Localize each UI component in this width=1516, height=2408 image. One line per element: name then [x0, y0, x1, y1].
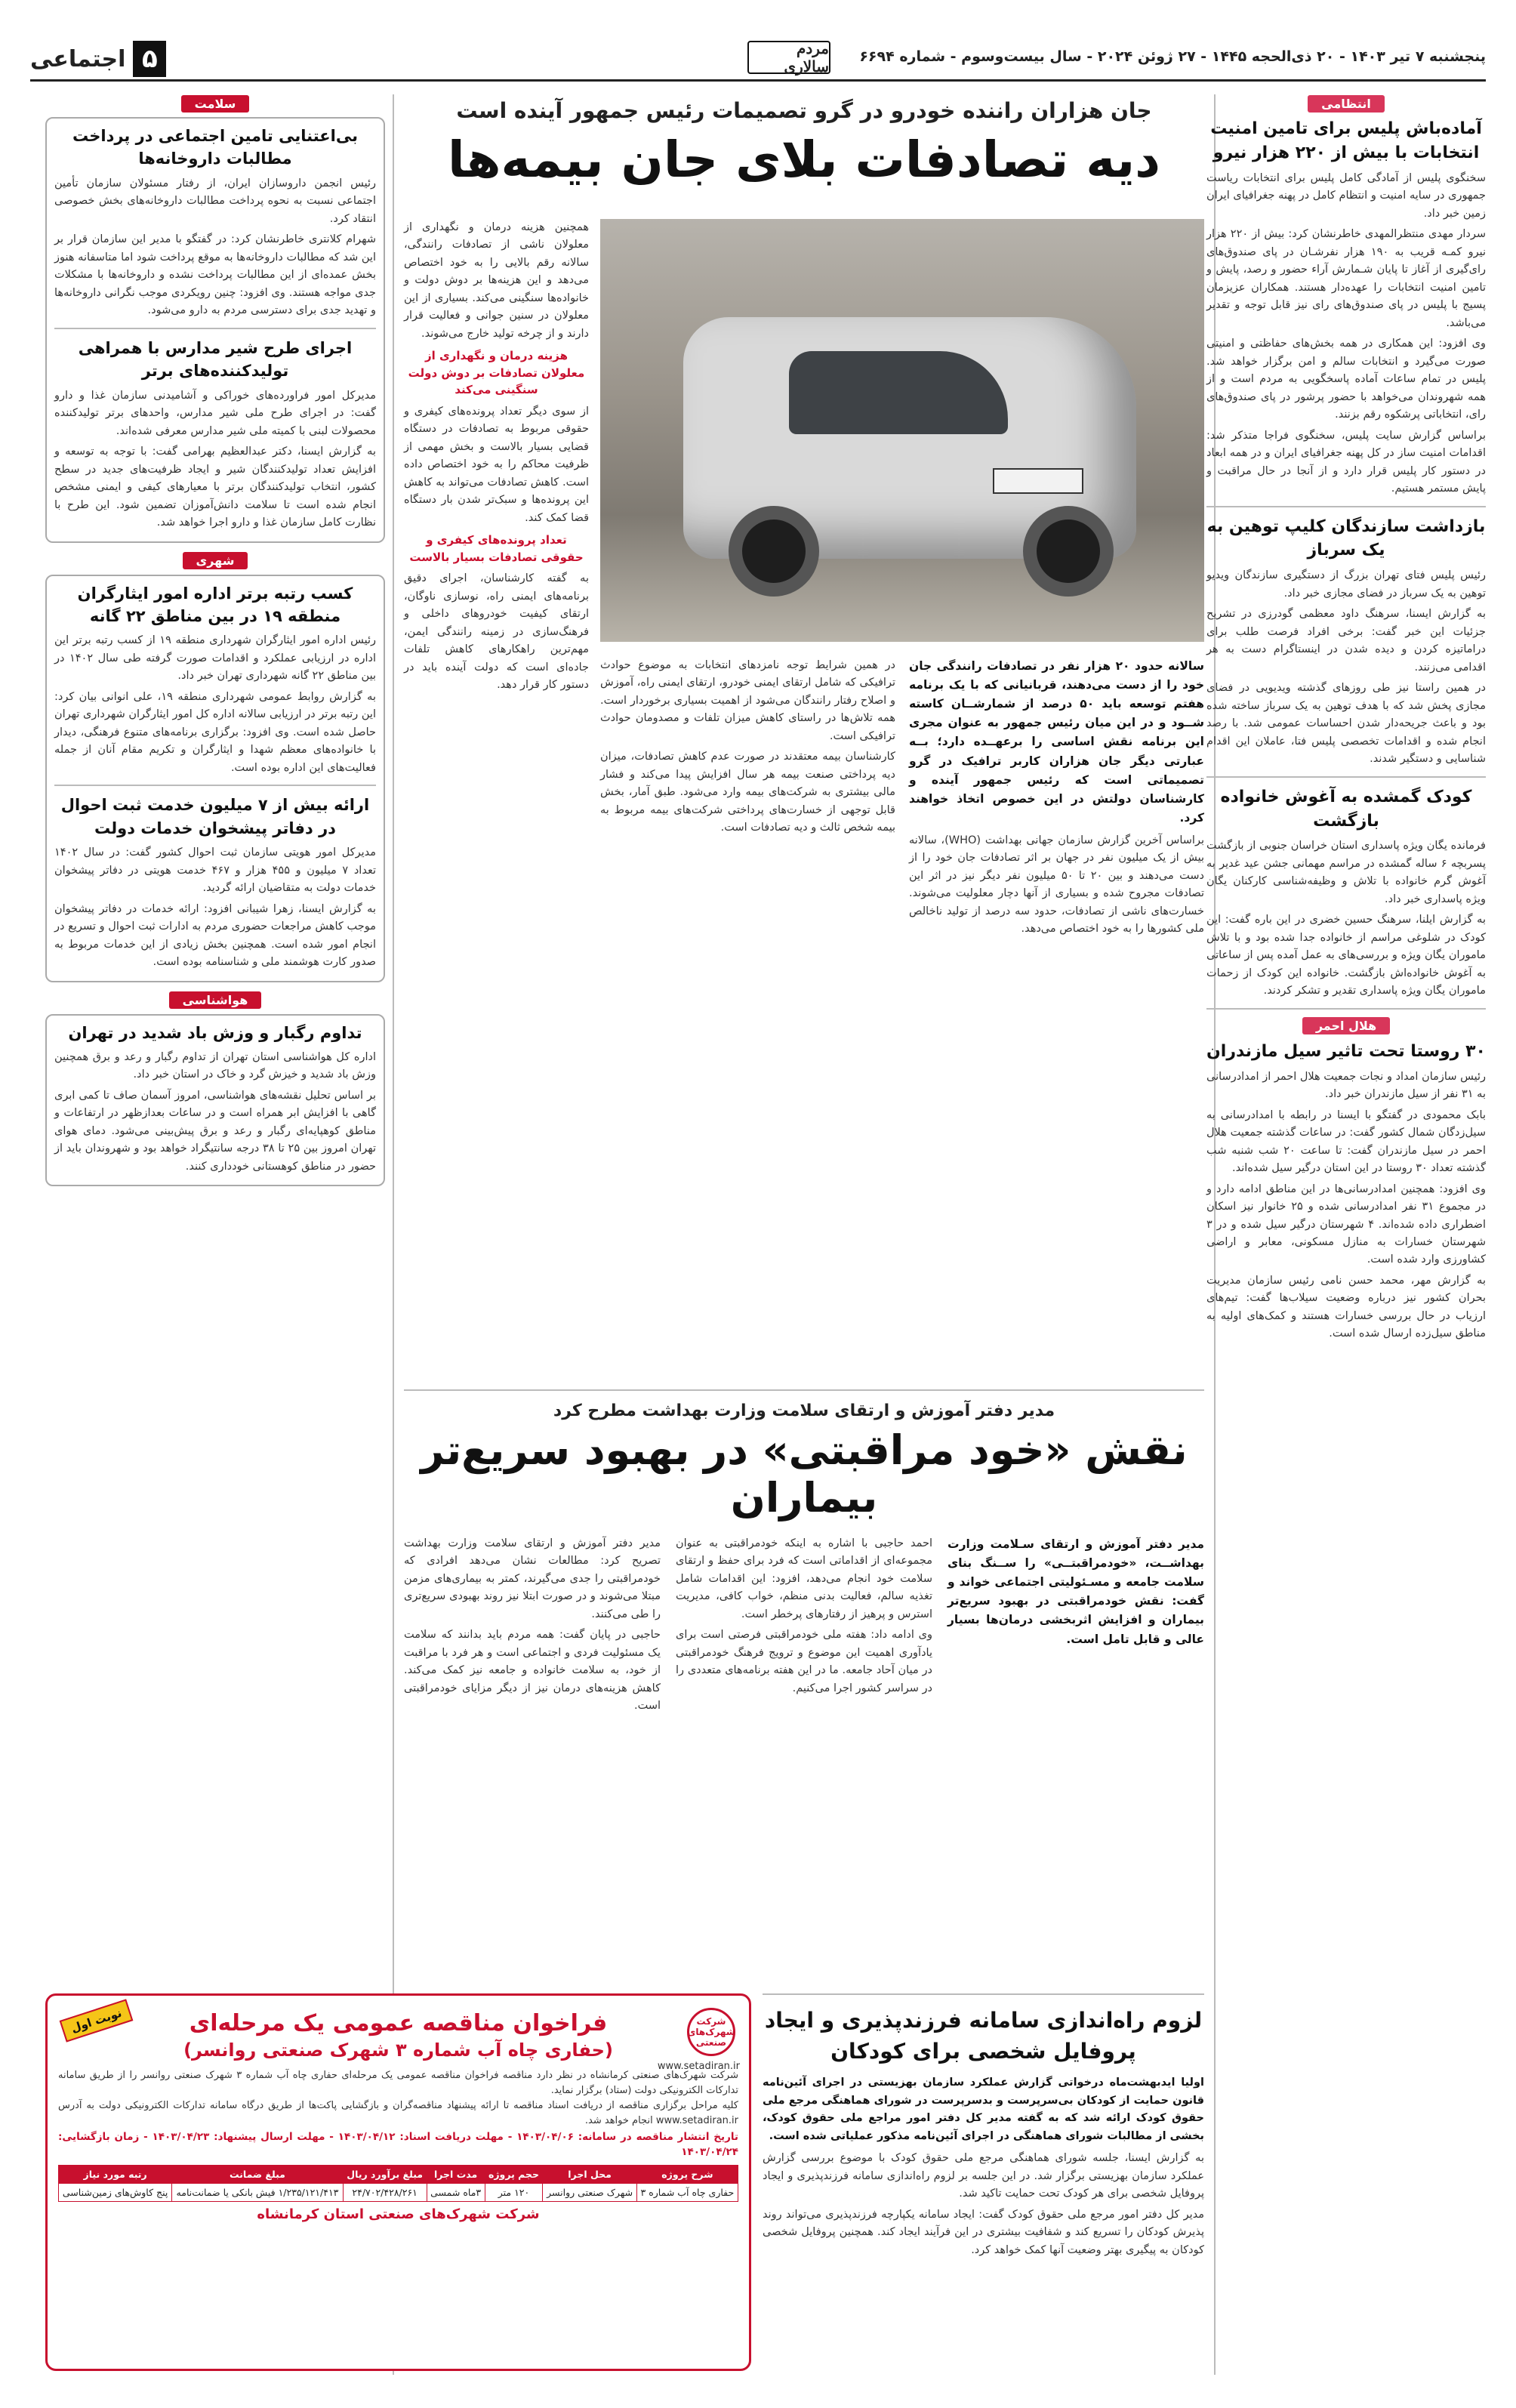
- story-title: اجرای طرح شیر مدارس با همراهی تولیدکننده‌های برتر: [78, 338, 353, 381]
- text-column: [600, 657, 895, 1374]
- story-title: بازداشت سازندگان کلیپ توهین به یک سرباز: [1206, 516, 1486, 560]
- paragraph: رئیس اداره امور ایثارگران شهرداری منطقه ۱۹ از کسب رتبه برتر این اداره در ارزیابی عملکرد و اقدامات صورت گرفته طی سال ۱۴۰۲ در بین مناطق ۲۲ گانه شهرداری تهران خبر داد.: [54, 634, 376, 683]
- crashed-car-photo: [600, 219, 1204, 642]
- paragraph: رئیس سازمان امداد و نجات جمعیت هلال احمر از امدادرسانی به ۳۱ نفر از سیل مازندران خبر داد.: [1206, 1070, 1486, 1101]
- table-header: حجم پروژه: [485, 2166, 543, 2184]
- table-cell: شهرک صنعتی روانسر: [543, 2184, 636, 2202]
- section-label: هلال احمر: [1302, 1017, 1390, 1034]
- table-cell: ۱/۲۳۵/۱۲۱/۴۱۳ فیش بانکی یا ضمانت‌نامه: [172, 2184, 343, 2202]
- paragraph: به گزارش ایسنا، زهرا شیبانی افزود: ارائه خدمات در دفاتر پیشخوان موجب کاهش مراجعات حضوری مردم به ادارات ثبت احوال و تسریع در انجام امور شده است. همچنین بخش زیادی از این خدمات مربوط به صدور کارت هوشمند ملی و شناسنامه بوده است.: [54, 902, 376, 969]
- paragraph: به گفته کارشناسان، اجرای دقیق برنامه‌های ایمنی راه، نوسازی ناوگان، ارتقای کیفیت خودروهای داخلی و فرهنگ‌سازی در زمینه رانندگی ایمن، مهم‌ترین راهکارهای کاهش تلفات جاده‌ای است که دولت آینده باید در دستور کار قرار دهد.: [404, 572, 589, 692]
- paragraph: وی افزود: این همکاری در همه بخش‌های حفاظتی و امنیتی صورت می‌گیرد و انتخابات سالم و امن برگزار خواهد شد. پلیس در تمام ساعات آماده پاسخگویی به مردم است و از همه شهروندان می‌خواهد با حضور پرشور در پای صندوق‌های رای، انتخاباتی پرشکوه رقم بزنند.: [1206, 338, 1486, 421]
- feature-headline: نقش «خود مراقبتی» در بهبود سریع‌تر بیماران: [421, 1426, 1188, 1522]
- story-body: [54, 844, 376, 971]
- paragraph: به گزارش ایسنا، دکتر عبدالعظیم بهرامی گفت: با توجه به توسعه و افزایش تعداد تولیدکنندگان شیر و ایجاد ظرفیت‌های جدید در سطح کشور، انتخاب تولیدکنندگان برتر با معیارهای کیفی و ایمنی مشخص انجام شده است تا سلامت دانش‌آموزان تضمین شود. این طرح با نظارت کامل سازمان غذا و دارو اجرا خواهد شد.: [54, 446, 376, 529]
- tender-title: فراخوان مناقصه عمومی یک مرحله‌ای: [189, 2010, 608, 2036]
- industrial-towns-logo: شرکت شهرک‌های صنعتی: [687, 2008, 735, 2056]
- paragraph: براساس آخرین گزارش سازمان جهانی بهداشت (WHO)، سالانه بیش از یک میلیون نفر در جهان بر اثر تصادفات جان خود را از دست می‌دهند و بین ۲۰ تا ۵۰ میلیون نفر دیگر نیز در اثر این تصادفات مجروح شده و بسیاری از آنها دچار معلولیت می‌شوند. خسارت‌های ناشی از تصادفات، حدود سه درصد از تولید ناخالص ملی کشورها را به خود اختصاص می‌دهد.: [909, 834, 1204, 936]
- page-number: ۵: [133, 41, 166, 77]
- left-column: [45, 94, 385, 1186]
- story-title: کودک گمشده به آغوش خانواده بازگشت: [1220, 787, 1472, 831]
- story-box: [45, 575, 385, 982]
- story-box: [45, 1014, 385, 1187]
- paragraph: براساس گزارش سایت پلیس، سخنگوی فراجا متذکر شد: اقدامات امنیت ساز در کل پهنه جغرافیای ایران و در همه ابعاد در دستور کار پلیس قرار دارد و از آنجا در حال مراقبت و پایش مستمر هستیم.: [1206, 429, 1486, 495]
- main-story-body: [600, 657, 1204, 1374]
- paragraph: وی ادامه داد: هفته ملی خودمراقبتی فرصتی است برای یادآوری اهمیت این موضوع و ترویج فرهنگ خودمراقبتی در میان آحاد جامعه. ما در این هفته برنامه‌های متعددی را در سراسر کشور اجرا می‌کنیم.: [676, 1629, 932, 1694]
- story-body: [1206, 170, 1486, 498]
- tender-text: [58, 2068, 738, 2160]
- feature-story: [404, 1389, 1204, 1719]
- table-cell: ۲۴/۷۰۲/۴۲۸/۲۶۱: [343, 2184, 427, 2202]
- story-body: [404, 403, 589, 527]
- story-title: تداوم رگبار و وزش باد شدید در تهران: [68, 1023, 362, 1042]
- paragraph: در همین راستا نیز طی روزهای گذشته ویدیویی در فضای مجازی پخش شد که با هدف توهین به یک سرباز ساخته شده بود و باعث جریحه‌دار شدن احساسات عمومی شد. با رصد انجام شده و اقدامات تخصصی پلیس فتا، عاملان این اقدام شناسایی و دستگیر شدند.: [1206, 682, 1486, 766]
- paragraph: سخنگوی پلیس از آمادگی کامل پلیس برای انتخابات ریاست جمهوری در سایه امنیت و انتظام کامل در پهنه جغرافیای ایران زمین خبر داد.: [1206, 171, 1486, 220]
- paragraph: فرمانده یگان ویژه پاسداری استان خراسان جنوبی از بازگشت پسربچه ۶ ساله گمشده در مراسم مهمانی جشن عید غدیر به آغوش گرم خانواده با تلاش و وظیفه‌شناسی کارکنان یگان ویژه پاسداری خبر داد.: [1206, 840, 1487, 905]
- text-column: [404, 1535, 661, 1719]
- story-body: [600, 657, 895, 837]
- advertiser-name: شرکت شهرک‌های صنعتی استان کرمانشاه: [257, 2206, 540, 2223]
- license-plate: [993, 468, 1083, 494]
- section-label: هواشناسی: [169, 991, 262, 1009]
- paragraph: احمد حاجبی با اشاره به اینکه خودمراقبتی به عنوان مجموعه‌ای از اقداماتی است که فرد برای حفظ و ارتقای سلامت خود انجام می‌دهد، افزود: این اقدامات شامل تغذیه سالم، فعالیت بدنی منظم، خواب کافی، مدیریت استرس و پرهیز از رفتارهای پرخطر است.: [676, 1537, 932, 1620]
- story-body: [1206, 837, 1486, 1000]
- feature-columns: [404, 1535, 1204, 1719]
- story-lead: اولیا ایدبهشت‌ماه درخواتی گزارش عملکرد سازمان بهزیستی در اجرای آئین‌نامه قانون حمایت از کودکان بی‌سرپرست و بدسرپرست در شورای هماهنگی مرجع ملی حقوق کودک ارائه شد که به گفته مدیر کل دفتر امور مراجع ملی حقوق کودک، بخشی از مطالبات شورای هماهنگی در اجرای آئین‌نامه مذکور عملیاتی شده است.: [763, 2077, 1204, 2142]
- feature-kicker: مدیر دفتر آموزش و ارتقای سلامت وزارت بهداشت مطرح کرد: [553, 1401, 1055, 1420]
- table-header: رتبه مورد نیاز: [59, 2166, 172, 2184]
- paragraph: وی افزود: همچنین امدادرسانی‌ها در این مناطق ادامه دارد و در مجموع ۳۱ نفر امدادرسانی شده و ۲۵ خانوار نیز اسکان اضطراری داده شده‌اند. ۴ شهرستان درگیر سیل شده و در ۳ شهرستان خسارات به منازل مسکونی، معابر و اراضی کشاورزی وارد شده است.: [1206, 1182, 1486, 1266]
- paragraph: به گزارش مهر، محمد حسن نامی رئیس سازمان مدیریت بحران کشور نیز درباره وضعیت سیلاب‌ها گفت: تیم‌های ارزیاب در حال بررسی خسارات هستند و کمک‌های اولیه به مناطق سیل‌زده ارسال شده است.: [1206, 1274, 1486, 1340]
- paragraph: کارشناسان بیمه معتقدند در صورت عدم کاهش تصادفات، میزان دیه پرداختی صنعت بیمه هر سال افزایش پیدا می‌کند و فشار مالی بیشتری به شرکت‌های بیمه وارد می‌شود. طبق آمار، بخش قابل توجهی از خسارت‌های پرداختی شرکت‌های بیمه مربوط به بیمه شخص ثالث و دیه تصادفات است.: [600, 751, 895, 834]
- table-cell: پنج کاوش‌های زمین‌شناسی: [59, 2184, 172, 2202]
- story-title: بی‌اعتنایی تامین اجتماعی در پرداخت مطالبات داروخانه‌ها: [72, 127, 358, 168]
- table-header: مدت اجرا: [427, 2166, 485, 2184]
- text-column: [909, 657, 1204, 1374]
- main-kicker: جان هزاران راننده خودرو در گرو تصمیمات رئیس جمهور آینده است: [456, 98, 1152, 123]
- dateline: پنجشنبه ۷ تیر ۱۴۰۳ - ۲۰ ذی‌الحجه ۱۴۴۵ - ۲۷ ژوئن ۲۰۲۴ - سال بیست‌وسوم - شماره ۶۶۹۴: [859, 48, 1486, 65]
- car-wheel: [729, 506, 819, 597]
- story-title: آماده‌باش پلیس برای تامین امنیت انتخابات با بیش از ۲۲۰ هزار نیرو: [1210, 119, 1482, 162]
- sub-headline: تعداد پرونده‌های کیفری و حقوقی تصادفات بسیار بالاست: [409, 533, 584, 564]
- story-body: [404, 1535, 661, 1716]
- table-header: مبلغ برآورد ریال: [343, 2166, 427, 2184]
- section-label: سلامت: [181, 95, 250, 113]
- first-notice-badge: نوبت اول: [60, 1999, 134, 2042]
- main-story: [404, 98, 1204, 189]
- paragraph: به گزارش روابط عمومی شهرداری منطقه ۱۹، علی انوانی بیان کرد: این رتبه برتر در ارزیابی سالانه اداره کل امور ایثارگران شهرداری تهران حاصل شده است. وی افزود: برگزاری برنامه‌های متنوع فرهنگی، دیدار با خانواده‌های معظم شهدا و ایثارگران و تکریم مقام آنان از جمله فعالیت‌های این اداره بوده است.: [54, 690, 376, 774]
- story-title: لزوم راه‌اندازی سامانه فرزندپذیری و ایجاد پروفایل شخصی برای کودکان: [764, 2008, 1203, 2064]
- newspaper-logo: مردم سالاری: [747, 41, 830, 74]
- story-title: ارائه بیش از ۷ میلیون خدمت ثبت احوال در دفاتر پیشخوان خدمات دولت: [60, 796, 370, 837]
- main-headline: دیه تصادفات بلای جان بیمه‌ها: [448, 131, 1160, 189]
- feature-lead: مدیر دفتر آموزش و ارتقای سـلامت وزارت بهداشــت، «خودمراقبتــی» را ســنگ بنای سلامت جامعه و مسـئولیتی اجتماعی خواند و گفت: نقش خودمراقبتی در بهبود سریع‌تر بیماران و افزایش اثربخشی درمان‌ها بسیار عالی و قابل تامل است.: [948, 1537, 1204, 1646]
- paragraph: از سوی دیگر تعداد پرونده‌های کیفری و حقوقی مربوط به تصادفات در دستگاه قضایی بسیار بالاست و بخش مهمی از ظرفیت محاکم را به خود اختصاص داده است. کاهش تصادفات می‌تواند به کاهش این پرونده‌ها و سبک‌تر شدن بار دستگاه قضا کمک کند.: [404, 405, 589, 524]
- table-header: محل اجرا: [543, 2166, 636, 2184]
- paragraph: رئیس پلیس فتای تهران بزرگ از دستگیری سازندگان ویدیو توهین به یک سرباز در فضای مجازی خبر داد.: [1206, 569, 1486, 600]
- story-title: ۳۰ روستا تحت تاثیر سیل مازندران: [1206, 1041, 1486, 1061]
- paragraph: به گزارش ایسنا، جلسه شورای هماهنگی مرجع ملی حقوق کودک با موضوع بررسی گزارش عملکرد سازمان بهزیستی برگزار شد. در این جلسه بر لزوم راه‌اندازی سامانه فرزندپذیری و ایجاد پروفایل شخصی برای هر کودک تحت حمایت تاکید شد.: [763, 2152, 1204, 2200]
- story-body: [1206, 567, 1486, 768]
- paragraph: به گزارش ایلنا، سرهنگ حسین خضری در این باره گفت: این کودک در شلوغی مراسم از خانواده جدا شده بود و با تلاش ماموران یگان ویژه و بررسی‌های به عمل آمده پس از ساعاتی به آغوش خانواده‌اش بازگشت. خانواده این کودک از زحمات ماموران یگان ویژه پاسداری تقدیر و تشکر کردند.: [1206, 914, 1486, 997]
- text-column: [676, 1535, 932, 1719]
- table-row: [59, 2184, 738, 2202]
- story-body: [404, 570, 589, 694]
- table-cell: ۱۲۰ متر: [485, 2184, 543, 2202]
- section-label: انتظامی: [1308, 95, 1385, 113]
- page-header: [30, 36, 1486, 82]
- table-header: شرح پروژه: [636, 2166, 738, 2184]
- story-body: [676, 1535, 932, 1697]
- main-lead: سالانه حدود ۲۰ هزار نفر در تصادفات رانندگی جان خود را از دست می‌دهند، قربانیانی که با یک برنامه هفتم توسعه باید ۵۰ درصد از شمارشــان کاسته شــود و در این میان رئیس جمهور به عنوان مجری این برنامه نقش اساسی را برعهــده دارد؛ بــه عبارتی دیگر جان هزاران کاربر ترافیک در گرو تصمیماتی است که رئیس جمهور آینده و کارشناسان دولتش در این خصوص اتخاذ خواهند کرد.: [909, 659, 1204, 825]
- paragraph: شهرام کلانتری خاطرنشان کرد: در گفتگو با مدیر این سازمان قرار بر این شد که مطالبات داروخانه‌ها به موقع پرداخت شود اما متاسفانه هنوز بخش عمده‌ای از این مطالبات پرداخت نشده و داروخانه‌ها با مشکلات جدی مواجه هستند. وی افزود: چنین رویکردی موجب نگرانی داروخانه‌ها و تهدید جدی برای دسترسی مردم به دارو می‌شود.: [54, 233, 376, 317]
- text-column: [948, 1535, 1204, 1719]
- section-name: اجتماعی: [30, 45, 126, 72]
- story-body: [54, 387, 376, 532]
- right-column: [1206, 94, 1486, 1346]
- tender-dates: تاریخ انتشار مناقصه در سامانه: ۱۴۰۳/۰۴/۰۶ - مهلت دریافت اسناد: ۱۴۰۳/۰۴/۱۲ - مهلت ارسال پیشنهاد: ۱۴۰۳/۰۴/۲۳ - زمان بازگشایی: ۱۴۰۳/۰۴/۲۴: [58, 2130, 738, 2159]
- tender-advertisement: [45, 1993, 751, 2371]
- paragraph: در همین شرایط توجه نامزدهای انتخابات به موضوع حوادث ترافیکی که شامل ارتقای ایمنی خودرو، ارتقای ایمنی راه، آموزش و اصلاح رفتار رانندگان می‌شود از اهمیت بسیاری برخوردار است. همه تلاش‌ها در راستای کاهش میزان تلفات و مصدومان حوادث ترافیکی است.: [600, 659, 895, 742]
- paragraph: مدیر کل دفتر امور مرجع ملی حقوق کودک گفت: ایجاد سامانه یکپارچه فرزندپذیری می‌تواند روند پذیرش کودکان را تسریع کند و شفافیت بیشتری در این فرآیند ایجاد کند. همچنین پروفایل شخصی کودکان به پیگیری بهتر وضعیت آنها کمک خواهد کرد.: [763, 2208, 1204, 2256]
- paragraph: شرکت شهرک‌های صنعتی کرمانشاه در نظر دارد مناقصه فراخوان مناقصه عمومی یک مرحله‌ای حفاری چاه آب شماره ۳ شهرک صنعتی روانسر را از طریق سامانه تدارکات الکترونیکی دولت (ستاد) برگزار نماید.: [58, 2070, 738, 2097]
- table-cell: حفاری چاه آب شماره ۳: [636, 2184, 738, 2202]
- story-title: کسب رتبه برتر اداره امور ایثارگران منطقه ۱۹ در بین مناطق ۲۲ گانه: [77, 584, 353, 625]
- paragraph: مدیرکل امور هویتی سازمان ثبت احوال کشور گفت: در سال ۱۴۰۲ تعداد ۷ میلیون و ۴۵۵ هزار و ۴۶۷ خدمت هویتی در دفاتر پیشخوان خدمات دولت به متقاضیان ارائه گردید.: [54, 846, 376, 895]
- story-body: [404, 219, 589, 343]
- paragraph: رئیس انجمن داروسازان ایران، از رفتار مسئولان سازمان تأمین اجتماعی نسبت به نحوه پرداخت مطالبات داروخانه‌های بخش خصوصی انتقاد کرد.: [54, 177, 376, 225]
- paragraph: مدیر دفتر آموزش و ارتقای سلامت وزارت بهداشت تصریح کرد: مطالعات نشان می‌دهد افرادی که خودمراقبتی را جدی می‌گیرند، کمتر به بیماری‌های مزمن مبتلا می‌شوند و در صورت ابتلا نیز روند بهبودی سریع‌تری را طی می‌کنند.: [404, 1537, 661, 1620]
- paragraph: حاجبی در پایان گفت: همه مردم باید بدانند که سلامت یک مسئولیت فردی و اجتماعی است و هر فرد با مراقبت از خود، به سلامت خانواده و جامعه نیز کمک می‌کند. کاهش هزینه‌های درمان نیز از دیگر مزایای خودمراقبتی است.: [404, 1629, 661, 1713]
- page-section-tag: [30, 41, 166, 77]
- tender-website[interactable]: www.setadiran.ir: [657, 2061, 740, 2072]
- story-body: [1206, 1068, 1486, 1343]
- story-body: [54, 632, 376, 777]
- bottom-story: [763, 1993, 1204, 2262]
- paragraph: مدیرکل امور فراورده‌های خوراکی و آشامیدنی سازمان غذا و دارو گفت: در اجرای طرح ملی شیر مدارس، واحدهای برتر تولیدکننده محصولات لبنی با کمیته ملی شیر مدارس معرفی شده‌اند.: [54, 389, 376, 437]
- paragraph: اداره کل هواشناسی استان تهران از تداوم رگبار و رعد و برق همچنین وزش باد شدید و خیزش گرد و خاک در استان خبر داد.: [54, 1050, 376, 1081]
- paragraph: بابک محمودی در گفتگو با ایسنا در رابطه با امدادرسانی به سیل‌زدگان شمال کشور گفت: در ساعات گذشته جمعیت هلال احمر در سیل مازندران گفت: تا ساعت ۲۰ شب شنبه شب گذشته تعداد ۳۰ روستا در این استان درگیر سیل شده‌اند.: [1206, 1108, 1487, 1175]
- car-window: [789, 351, 1008, 434]
- main-story-column: [404, 219, 589, 698]
- story-body: [909, 832, 1204, 939]
- paragraph: کلیه مراحل برگزاری مناقصه از دریافت اسناد مناقصه تا ارائه پیشنهاد مناقصه‌گران و بازگشایی پاکت‌ها از طریق درگاه سامانه تدارکات الکترونیکی دولت به آدرس www.setadiran.ir انجام خواهد شد.: [58, 2100, 738, 2127]
- story-body: [763, 2150, 1204, 2259]
- table-header: مبلغ ضمانت: [172, 2166, 343, 2184]
- paragraph: بر اساس تحلیل نقشه‌های هواشناسی، امروز آسمان صاف تا کمی ابری گاهی با افزایش ابر همراه است و در ساعات بعدازظهر در ارتفاعات و مناطق کوهپایه‌ای رگبار و رعد و برق پیش‌بینی می‌شود. دمای هوای تهران امروز بین ۲۵ تا ۳۸ درجه سانتیگراد خواهد بود و شهروندان باید از حضور در مناطق کوهستانی خودداری کنند.: [54, 1089, 377, 1173]
- tender-subtitle: (حفاری چاه آب شماره ۳ شهرک صنعتی روانسر): [183, 2040, 613, 2061]
- car-wheel: [1023, 506, 1114, 597]
- paragraph: همچنین هزینه درمان و نگهداری از معلولان ناشی از تصادفات رانندگی، سالانه رقم بالایی را به خود اختصاص می‌دهد و این هزینه‌ها بر دوش دولت و خانواده‌ها سنگینی می‌کند. بسیاری از این معلولان در سنین جوانی و فعالیت قرار دارند و از چرخه تولید خارج می‌شوند.: [404, 221, 589, 340]
- paragraph: به گزارش ایسنا، سرهنگ داود معظمی گودرزی در تشریح جزئیات این خبر گفت: برخی افراد فرصت طلب برای دراماتیزه کردن و دیده شدن در اینستاگرام دست به هر اقدامی می‌زنند.: [1206, 608, 1486, 674]
- tender-table: [58, 2165, 738, 2202]
- table-cell: ۳ماه شمسی: [427, 2184, 485, 2202]
- sub-headline: هزینه درمان و نگهداری از معلولان تصادفات بر دوش دولت سنگینی می‌کند: [408, 349, 585, 397]
- story-body: [54, 1049, 376, 1176]
- section-label: شهری: [183, 552, 248, 569]
- story-box: [45, 117, 385, 543]
- paragraph: سردار مهدی منتظرالمهدی خاطرنشان کرد: بیش از ۲۲۰ هزار نیرو کمـه قریب به ۱۹۰ هزار نفرشـان در پای صندوق‌های رای‌گیری از آغاز تا پایان شـمارش آراء حضور و رصد، پایش و تامین امنیت انتخابات را عهده‌دار هستند. همکاران عزیزمان پسیج با پلیس در پای صندوق‌های رای نیز قابل توجه و تقدیر می‌باشد.: [1206, 228, 1486, 329]
- story-body: [54, 175, 376, 320]
